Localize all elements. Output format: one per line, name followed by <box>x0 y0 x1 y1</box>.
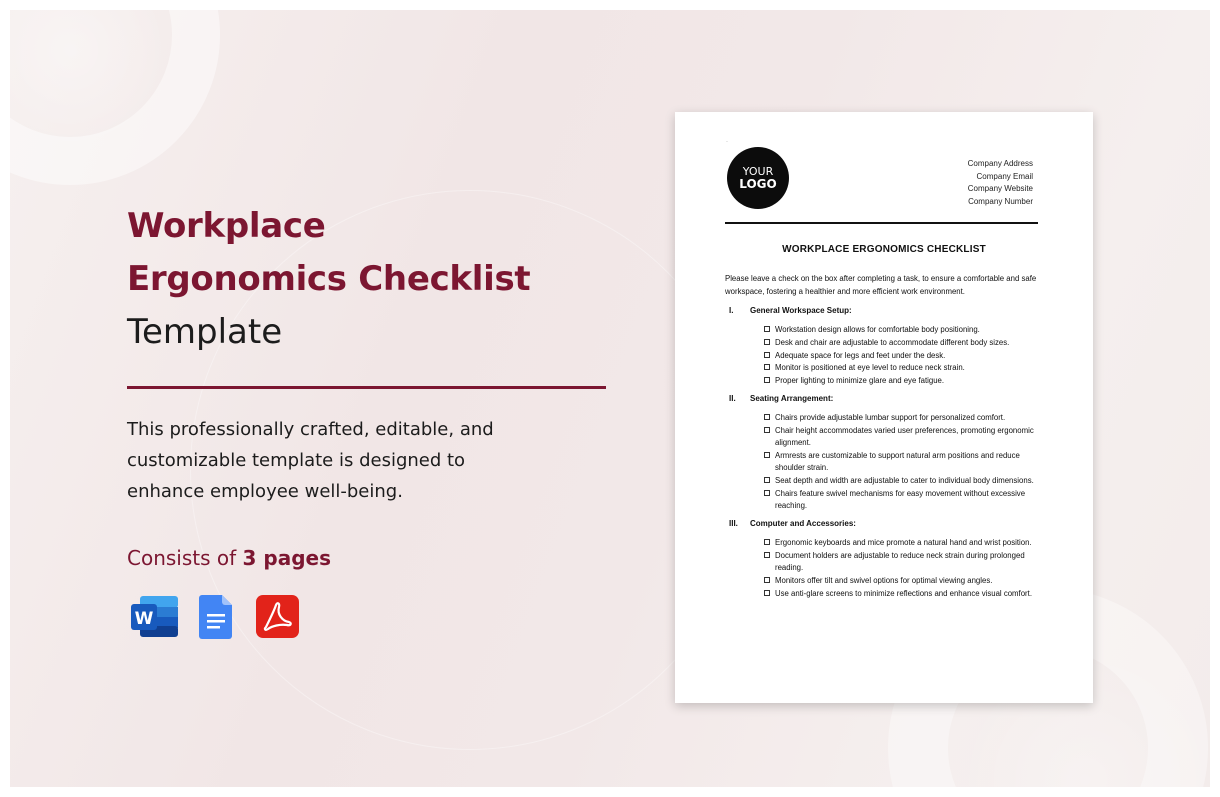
checklist-section <box>725 304 1045 387</box>
checkbox[interactable] <box>764 414 770 420</box>
section-number: III. <box>729 519 738 529</box>
checklist-item-text: Proper lighting to minimize glare and eye fatigue. <box>775 376 945 386</box>
page-count-value: 3 pages <box>242 546 332 570</box>
checklist-item <box>725 450 1045 474</box>
checklist-item-text: Monitors offer tilt and swivel options for optimal viewing angles. <box>775 576 993 586</box>
stray-mark: · <box>726 139 728 145</box>
hero-title <box>127 200 617 359</box>
checklist-section <box>725 517 1045 600</box>
header-divider <box>725 222 1038 224</box>
checklist-item <box>725 375 1045 387</box>
company-website: Company Website <box>967 184 1033 193</box>
logo-text-line1: YOUR <box>742 165 774 178</box>
checklist-item <box>725 324 1045 336</box>
checklist-sections <box>725 304 1045 605</box>
checklist-item <box>725 588 1045 600</box>
section-heading <box>725 392 1045 405</box>
title-line-1: Workplace <box>127 206 326 246</box>
checkbox[interactable] <box>764 539 770 545</box>
checklist-item-text: Chairs provide adjustable lumbar support for personalized comfort. <box>775 413 1006 423</box>
section-heading <box>725 304 1045 317</box>
checklist-item <box>725 337 1045 349</box>
checkbox[interactable] <box>764 452 770 458</box>
checklist-item <box>725 362 1045 374</box>
section-title: General Workspace Setup: <box>750 306 852 315</box>
checklist-item-text: Workstation design allows for comfortable body positioning. <box>775 325 980 334</box>
checkbox[interactable] <box>764 339 770 345</box>
document-preview <box>675 112 1093 703</box>
decorative-ring <box>10 10 220 185</box>
checkbox[interactable] <box>764 377 770 383</box>
pdf-icon[interactable] <box>256 595 299 638</box>
section-number: II. <box>729 394 736 404</box>
logo-placeholder <box>727 147 789 209</box>
company-info <box>968 158 1033 208</box>
svg-text:W: W <box>134 609 154 629</box>
checkbox[interactable] <box>764 477 770 483</box>
section-title: Computer and Accessories: <box>750 519 856 529</box>
checkbox[interactable] <box>764 490 770 496</box>
checklist-item <box>725 350 1045 362</box>
document-title: WORKPLACE ERGONOMICS CHECKLIST <box>782 244 986 255</box>
checkbox[interactable] <box>764 577 770 583</box>
section-title: Seating Arrangement: <box>750 394 834 404</box>
checklist-section <box>725 392 1045 512</box>
section-heading <box>725 517 1045 530</box>
google-docs-icon[interactable] <box>199 594 233 640</box>
checklist-item <box>725 537 1045 549</box>
page-count-prefix: Consists of <box>127 546 243 570</box>
checklist-item-text: Use anti-glare screens to minimize reflections and enhance visual comfort. <box>775 588 1032 598</box>
checklist-item <box>725 475 1045 487</box>
checklist-item <box>725 488 1045 512</box>
checkbox[interactable] <box>764 364 770 370</box>
checklist-item-text: Document holders are adjustable to reduce neck strain during prolonged reading. <box>775 551 1025 573</box>
checklist-item-text: Ergonomic keyboards and mice promote a natural hand and wrist position. <box>775 538 1032 548</box>
checkbox[interactable] <box>764 352 770 358</box>
section-number: I. <box>729 306 734 315</box>
checkbox[interactable] <box>764 427 770 433</box>
word-icon[interactable] <box>130 594 180 640</box>
checklist-item-text: Chairs feature swivel mechanisms for easy movement without excessive reaching. <box>775 488 1026 511</box>
checklist-item <box>725 575 1045 587</box>
checklist-item <box>725 412 1045 424</box>
checklist-item <box>725 425 1045 449</box>
checklist-item-text: Monitor is positioned at eye level to reduce neck strain. <box>775 363 965 373</box>
document-intro: Please leave a check on the box after completing a task, to ensure a comfortable and safe workspace, fostering a healthier and more efficient work environment. <box>725 274 1037 296</box>
title-line-3: Template <box>127 312 283 352</box>
hero-description: This professionally crafted, editable, and customizable template is designed to enhance employee well-being. <box>127 419 494 502</box>
logo-text-line2: LOGO <box>739 177 777 191</box>
page-count <box>127 546 331 570</box>
checkbox[interactable] <box>764 326 770 332</box>
checklist-item-text: Armrests are customizable to support natural arm positions and reduce shoulder strain. <box>775 451 1020 473</box>
checklist-item-text: Seat depth and width are adjustable to cater to individual body dimensions. <box>775 476 1034 486</box>
checklist-item-text: Adequate space for legs and feet under the desk. <box>775 350 946 360</box>
company-number: Company Number <box>968 196 1033 206</box>
checkbox[interactable] <box>764 552 770 558</box>
company-email: Company Email <box>976 171 1033 181</box>
checklist-item <box>725 550 1045 574</box>
checklist-item-text: Desk and chair are adjustable to accommodate different body sizes. <box>775 337 1010 347</box>
title-divider <box>127 386 606 389</box>
company-address: Company Address <box>967 159 1033 168</box>
checkbox[interactable] <box>764 590 770 596</box>
title-line-2: Ergonomics Checklist <box>127 259 531 299</box>
checklist-item-text: Chair height accommodates varied user preferences, promoting ergonomic alignment. <box>775 426 1034 448</box>
